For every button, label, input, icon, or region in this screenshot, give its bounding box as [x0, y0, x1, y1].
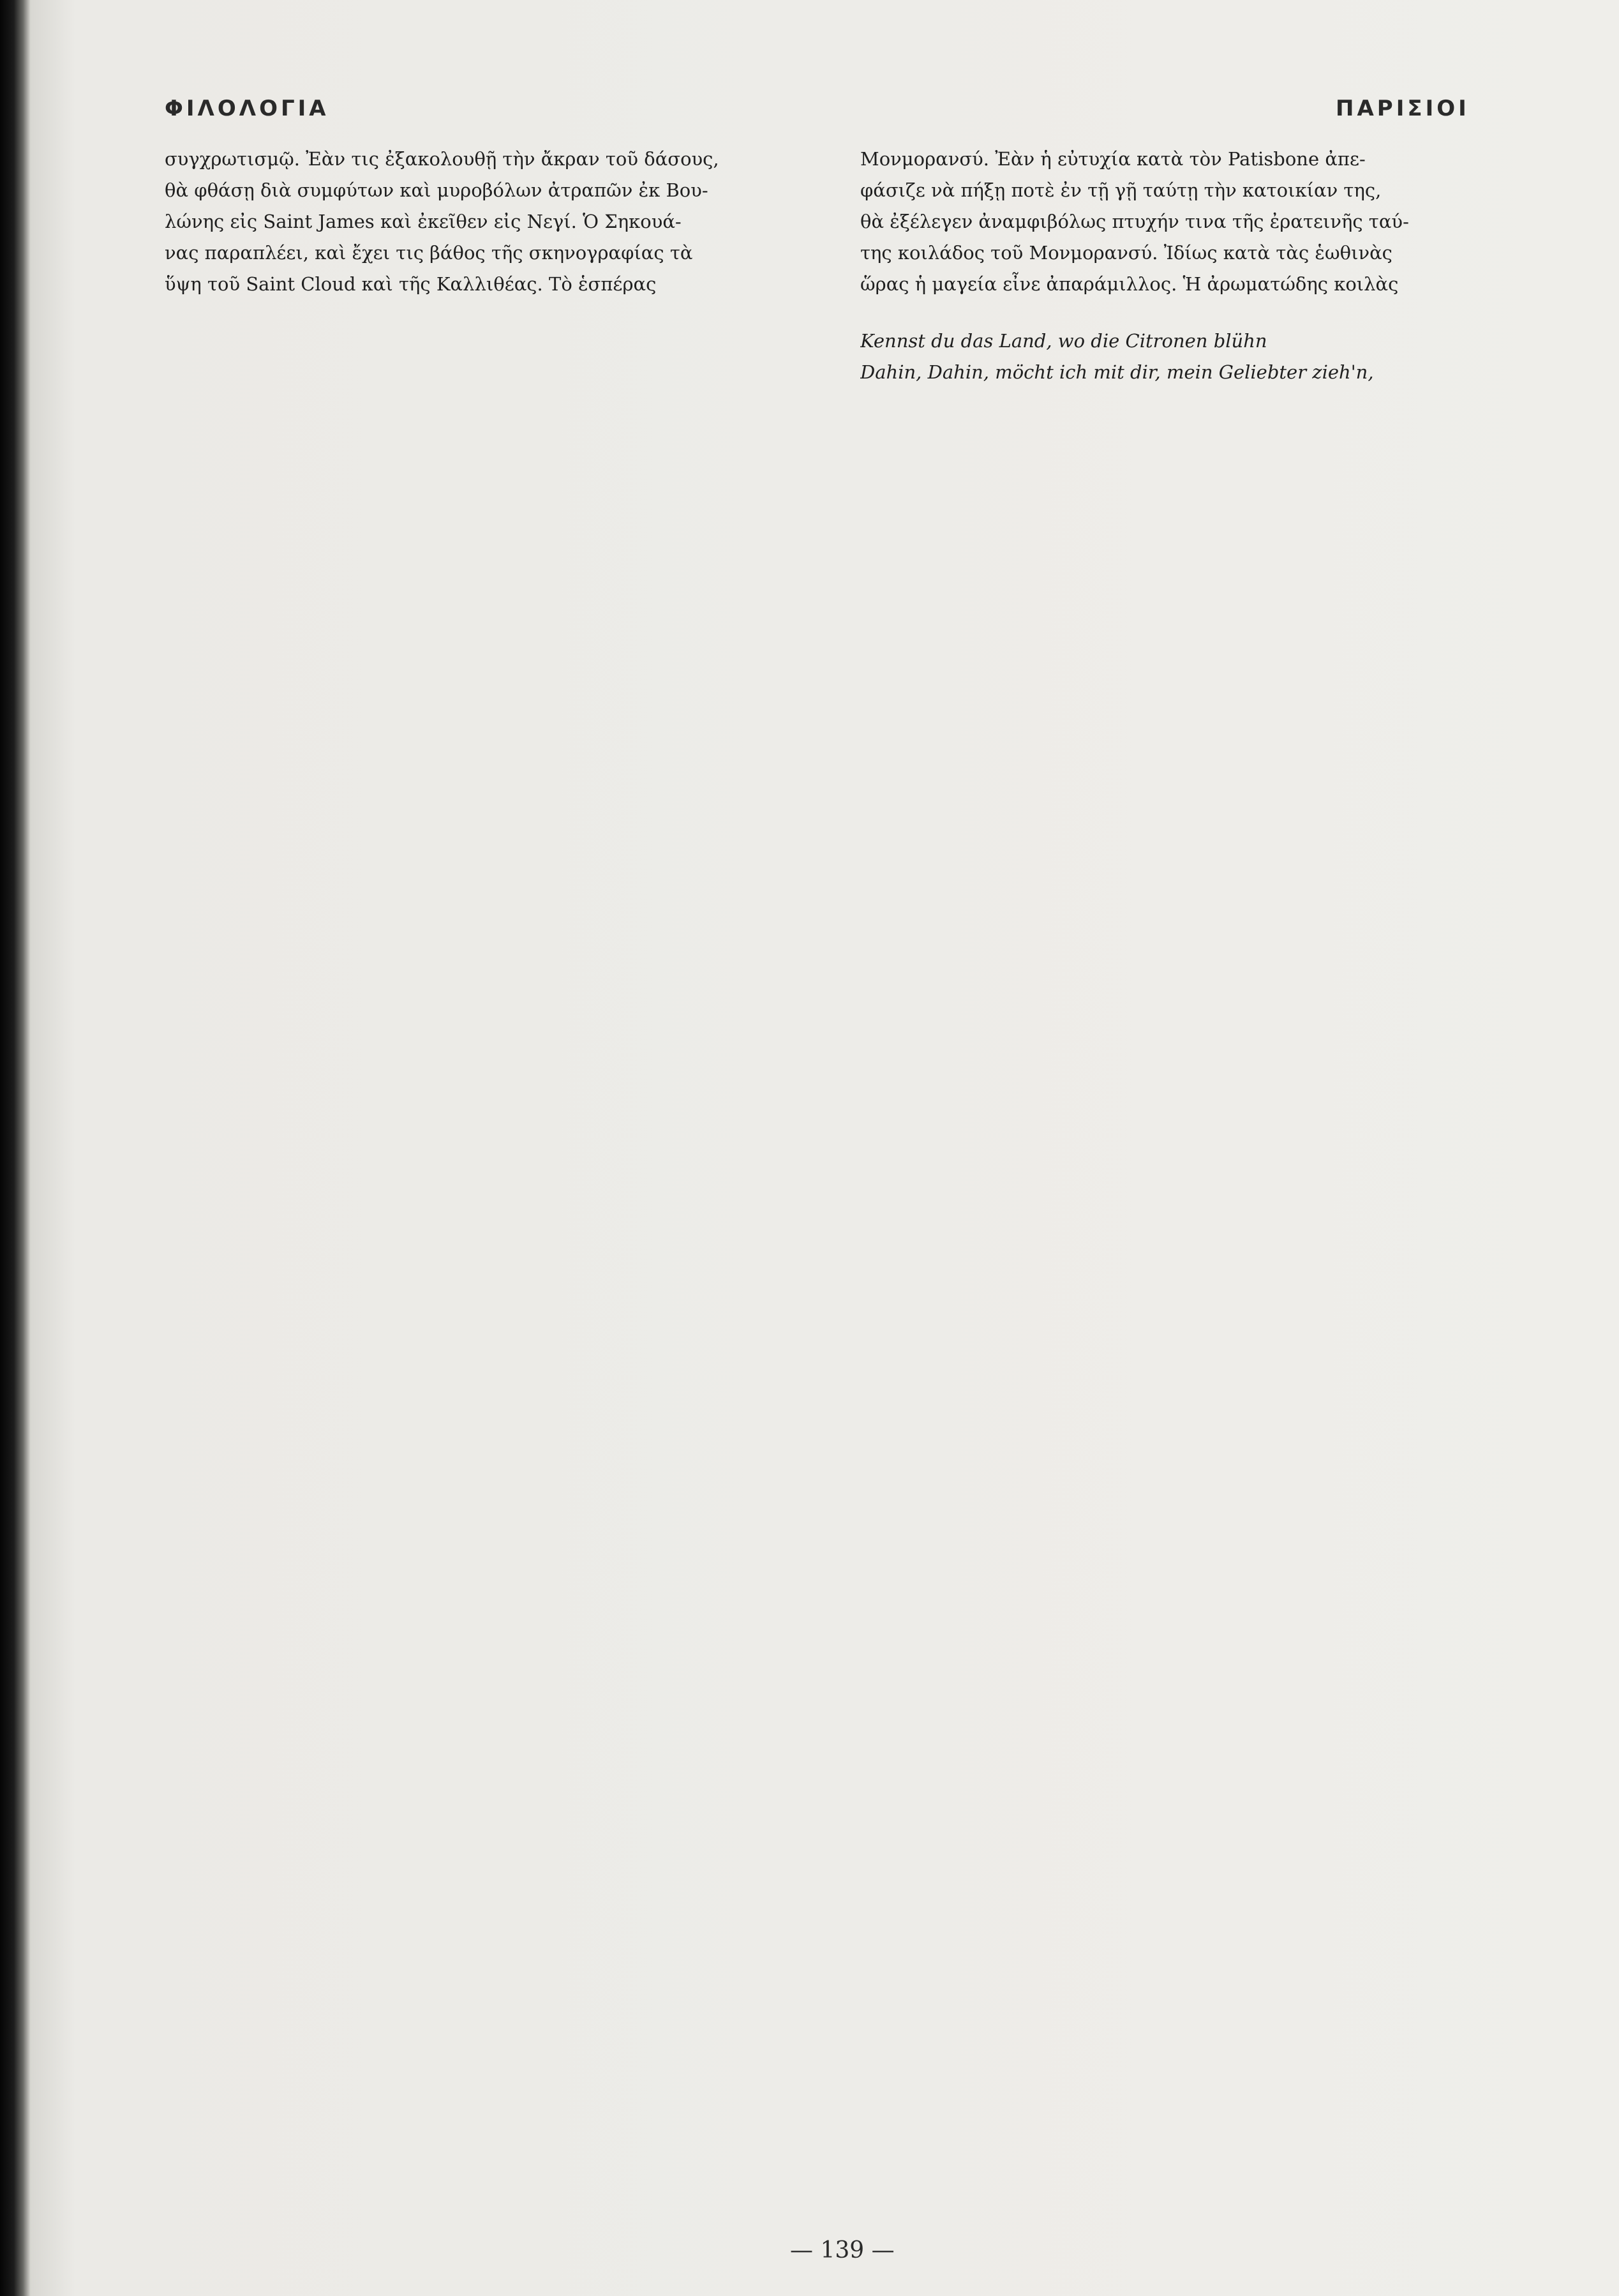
text-line: συγχρωτισμῷ. Ἐὰν τις ἐξακολουθῇ τὴν ἄκραν τοῦ δάσους,	[165, 148, 719, 170]
page-number: — 139 —	[790, 2237, 895, 2263]
left-text-column	[165, 144, 841, 300]
verse-quote-line: Dahin, Dahin, möcht ich mit dir, mein Geliebter zieh'n,	[860, 361, 1374, 383]
book-binding-shadow	[0, 0, 31, 2296]
verse-quote-line: Kennst du das Land, wo die Citronen blühn	[860, 330, 1267, 352]
running-header-left: ΦΙΛΟΛΟΓΙΑ	[165, 96, 329, 121]
text-line: λώνης εἰς Saint James καὶ ἐκεῖθεν εἰς Νεγί. Ὁ Σηκουά-	[165, 211, 682, 232]
text-line: Μονμορανσύ. Ἐὰν ἡ εὐτυχία κατὰ τὸν Patisbone ἀπε-	[860, 148, 1366, 170]
text-line: φάσιζε νὰ πήξῃ ποτὲ ἐν τῇ γῇ ταύτῃ τὴν κατοικίαν της,	[860, 179, 1382, 201]
text-line: ὥρας ἡ μαγεία εἶνε ἀπαράμιλλος. Ἡ ἀρωματώδης κοιλὰς	[860, 273, 1399, 295]
text-line: νας παραπλέει, καὶ ἔχει τις βάθος τῆς σκηνογραφίας τὰ	[165, 242, 693, 264]
right-text-column	[860, 144, 1546, 388]
text-line: θὰ φθάσῃ διὰ συμφύτων καὶ μυροβόλων ἀτραπῶν ἐκ Βου-	[165, 179, 708, 201]
running-header-right: ΠΑΡΙΣΙΟΙ	[1336, 96, 1470, 121]
book-page	[31, 0, 1619, 2296]
text-line: ὕψη τοῦ Saint Cloud καὶ τῆς Καλλιθέας. Τὸ ἑσπέρας	[165, 273, 657, 295]
text-line: της κοιλάδος τοῦ Μονμορανσύ. Ἰδίως κατὰ τὰς ἑωθινὰς	[860, 242, 1392, 264]
text-line: θὰ ἐξέλεγεν ἀναμφιβόλως πτυχήν τινα τῆς ἐρατεινῆς ταύ-	[860, 211, 1409, 232]
